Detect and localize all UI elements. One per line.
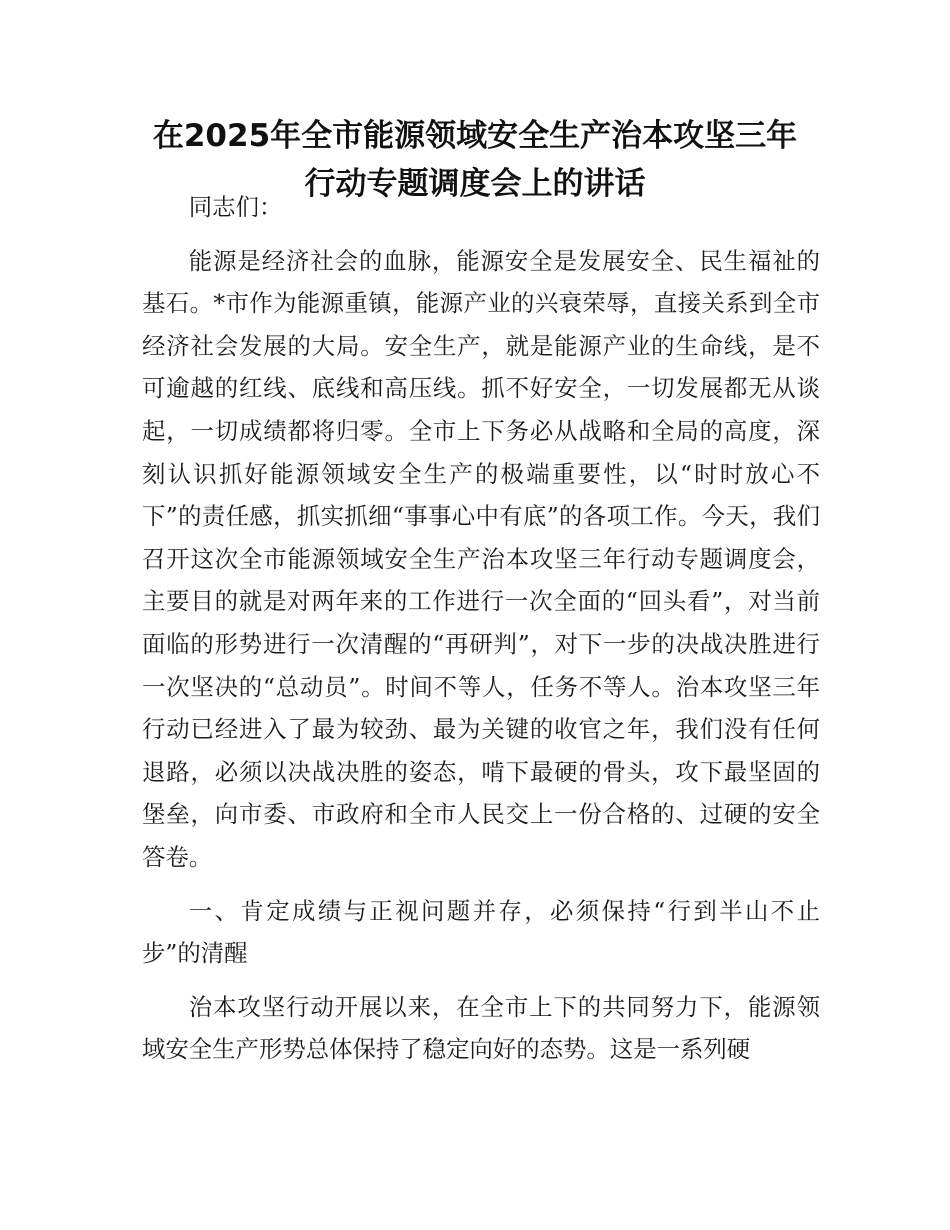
document-body (142, 186, 820, 1071)
title-line-1: 在2025年全市能源领域安全生产治本攻坚三年 (152, 118, 798, 154)
paragraph-section-1: 治本攻坚行动开展以来，在全市上下的共同努力下，能源领域安全生产形势总体保持了稳定向好的态势。这是一系列硬 (142, 992, 820, 1064)
title-line-2: 行动专题调度会上的讲话 (304, 166, 646, 202)
paragraph-intro: 能源是经济社会的血脉，能源安全是发展安全、民生福祉的基石。*市作为能源重镇，能源产业的兴衰荣辱，直接关系到全市经济社会发展的大局。安全生产，就是能源产业的生命线，是不可逾越的红线、底线和高压线。抓不好安全，一切发展都无从谈起，一切成绩都将归零。全市上下务必从战略和全局的高度，深刻认识抓好能源领域安全生产的极端重要性，以“时时放心不下”的责任感，抓实抓细“事事心中有底”的各项工作。今天，我们召开这次全市能源领域安全生产治本攻坚三年行动专题调度会，主要目的就是对两年来的工作进行一次全面的“回头看”，对当前面临的形势进行一次清醒的“再研判”，对下一步的决战决胜进行一次坚决的“总动员”。时间不等人，任务不等人。治本攻坚三年行动已经进入了最为较劲、最为关键的收官之年，我们没有任何退路，必须以决战决胜的姿态，啃下最硬的骨头，攻下最坚固的堡垒，向市委、市政府和全市人民交上一份合格的、过硬的安全答卷。 (142, 246, 820, 871)
salutation: 同志们： (188, 193, 283, 221)
section-heading-1: 一、肯定成绩与正视问题并存，必须保持“行到半山不止步”的清醒 (142, 896, 820, 968)
